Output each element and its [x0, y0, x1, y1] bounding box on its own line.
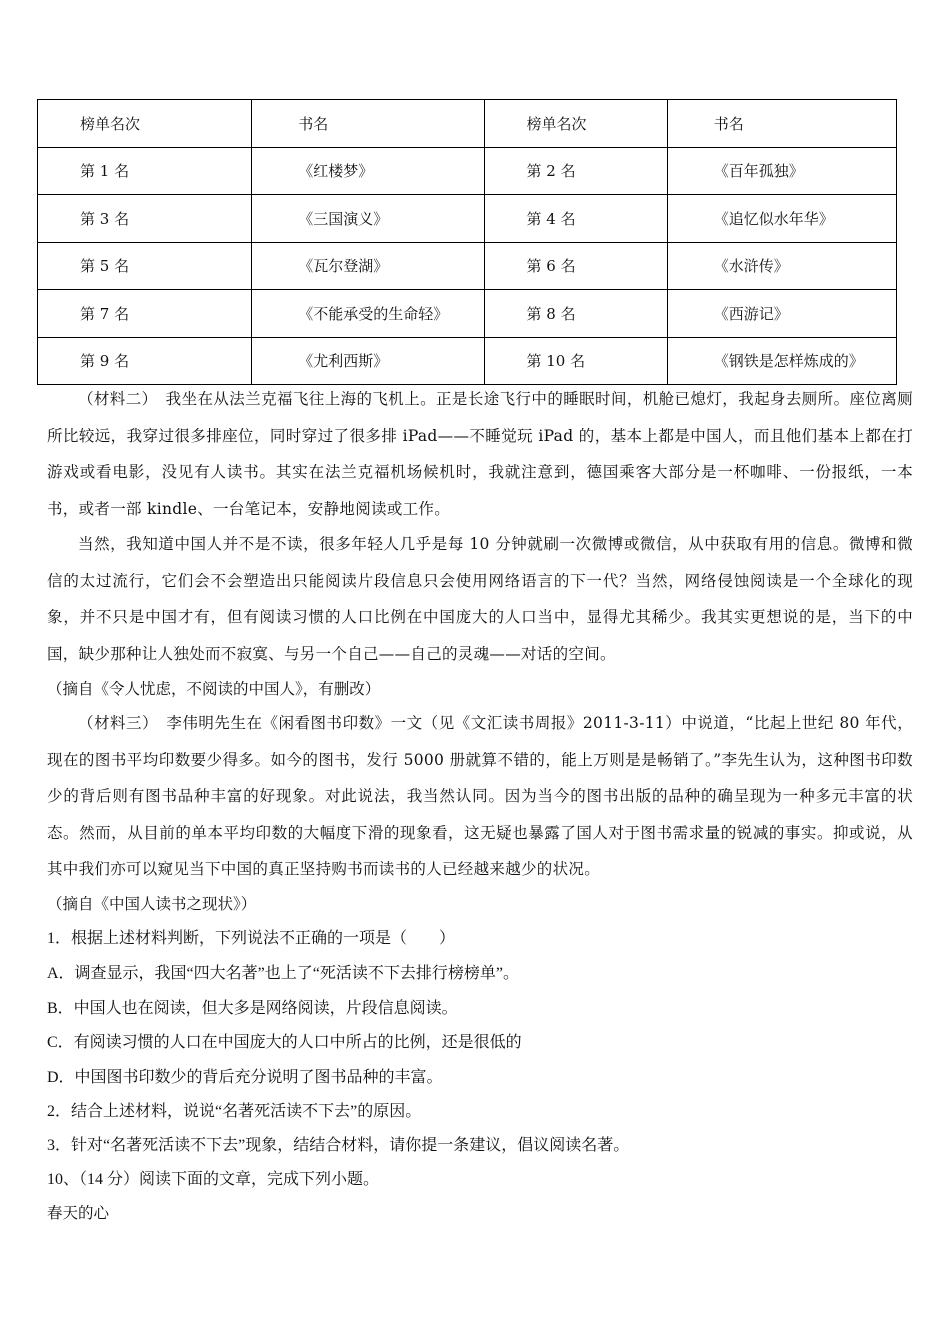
- header-rank: 榜单名次: [38, 100, 252, 148]
- rank-cell: 第 8 名: [484, 290, 667, 338]
- question-1: 1．根据上述材料判断，下列说法不正确的一项是（ ）: [47, 930, 456, 947]
- book-cell: 《钢铁是怎样炼成的》: [667, 337, 896, 385]
- material3-source: （摘自《中国人读书之现状》）: [47, 896, 257, 913]
- question-3: 3．针对“名著死活读不下去”现象，结结合材料，请你提一条建议，倡议阅读名著。: [47, 1137, 630, 1154]
- option-d: D．中国图书印数少的背后充分说明了图书品种的丰富。: [47, 1069, 443, 1086]
- book-cell: 《不能承受的生命轻》: [252, 290, 484, 338]
- article-title: 春天的心: [47, 1204, 110, 1222]
- table-header-row: [38, 100, 897, 148]
- rank-cell: 第 10 名: [484, 337, 667, 385]
- rank-cell: 第 5 名: [38, 242, 252, 290]
- option-c: C．有阅读习惯的人口在中国庞大的人口中所占的比例，还是很低的: [47, 1034, 522, 1051]
- header-book: 书名: [252, 100, 484, 148]
- material2-source: （摘自《令人忧虑，不阅读的中国人》，有删改）: [47, 681, 381, 698]
- header-book: 书名: [667, 100, 896, 148]
- question-10: 10、（14 分）阅读下面的文章，完成下列小题。: [47, 1171, 380, 1188]
- book-cell: 《西游记》: [667, 290, 896, 338]
- rank-cell: 第 4 名: [484, 195, 667, 243]
- book-cell: 《追忆似水年华》: [667, 195, 896, 243]
- option-a: A．调查显示，我国“四大名著”也上了“死活读不下去排行榜榜单”。: [47, 965, 519, 982]
- header-rank: 榜单名次: [484, 100, 667, 148]
- material2-paragraph-2: 当然，我知道中国人并不是不读，很多年轻人几乎是每 10 分钟就刷一次微博或微信，从中获取有用的信息。微博和微信的太过流行，它们会不会塑造出只能阅读片段信息只会使用网络语言的下一代？当然，网络侵蚀阅读是一个全球化的现象，并不只是中国才有，但有阅读习惯的人口比例在中国庞大的人口当中，显得尤其稀少。我其实更想说的是，当下的中国，缺少那种让人独处而不寂寞、与另一个自己——自己的灵魂——对话的空间。: [47, 535, 913, 663]
- rank-cell: 第 9 名: [38, 337, 252, 385]
- question-2: 2．结合上述材料，说说“名著死活读不下去”的原因。: [47, 1103, 422, 1120]
- ranking-table: [37, 99, 897, 385]
- rank-cell: 第 2 名: [484, 147, 667, 195]
- table-row: [38, 242, 897, 290]
- option-b: B．中国人也在阅读，但大多是网络阅读，片段信息阅读。: [47, 1000, 458, 1017]
- book-cell: 《水浒传》: [667, 242, 896, 290]
- table-row: [38, 290, 897, 338]
- rank-cell: 第 7 名: [38, 290, 252, 338]
- table-row: [38, 147, 897, 195]
- material3-paragraph: （材料三） 李伟明先生在《闲看图书印数》一文（见《文汇读书周报》2011-3-11）中说道，“比起上世纪 80 年代，现在的图书平均印数要少得多。如今的图书，发行 5000 册就算不错的，能上万则是是畅销了。”李先生认为，这种图书印数少的背后则有图书品种丰富的好现象。对此说法，我当然认同。因为当今的图书出版的品种的确呈现为一种多元丰富的状态。然而，从目前的单本平均印数的大幅度下滑的现象看，这无疑也暴露了国人对于图书需求量的锐减的事实。抑或说，从其中我们亦可以窥见当下中国的真正坚持购书而读书的人已经越来越少的状况。: [47, 714, 913, 878]
- rank-cell: 第 3 名: [38, 195, 252, 243]
- book-cell: 《瓦尔登湖》: [252, 242, 484, 290]
- rank-cell: 第 6 名: [484, 242, 667, 290]
- book-cell: 《百年孤独》: [667, 147, 896, 195]
- book-cell: 《尤利西斯》: [252, 337, 484, 385]
- table-row: [38, 337, 897, 385]
- rank-cell: 第 1 名: [38, 147, 252, 195]
- book-cell: 《三国演义》: [252, 195, 484, 243]
- material2-paragraph-1: （材料二） 我坐在从法兰克福飞往上海的飞机上。正是长途飞行中的睡眠时间，机舱已熄灯，我起身去厕所。座位离厕所比较远，我穿过很多排座位，同时穿过了很多排 iPad——不睡觉玩 iPad 的，基本上都是中国人，而且他们基本上都在打游戏或看电影，没见有人读书。其实在法兰克福机场候机时，我就注意到，德国乘客大部分是一杯咖啡、一份报纸，一本书，或者一部 kindle、一台笔记本，安静地阅读或工作。: [47, 390, 913, 518]
- table-row: [38, 195, 897, 243]
- book-cell: 《红楼梦》: [252, 147, 484, 195]
